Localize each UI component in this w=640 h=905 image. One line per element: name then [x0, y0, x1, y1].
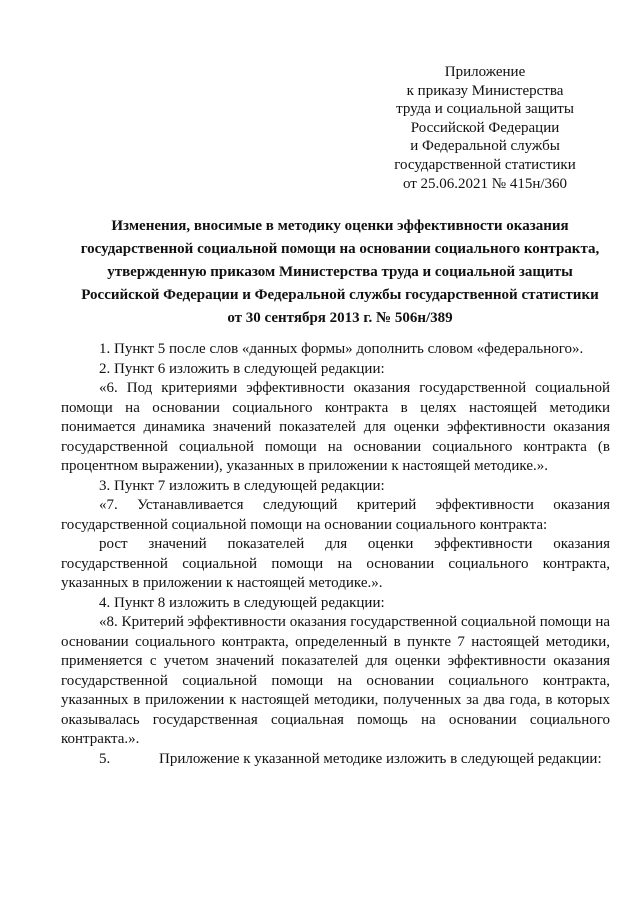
paragraph-item-5 [61, 750, 610, 770]
appendix-line: государственной статистики [394, 156, 576, 173]
paragraph-quote-8: «8. Критерий эффективности оказания государственной социальной помощи на основании социального контракта, определенный в пункте 7 настоящей методики, применяется с учетом значений показателей для оценки эффективности оказания государственной социальной помощи на основании социального контракта, указанных в приложении к настоящей методики, полученных за два года, в которых оказывалась государственная социальная помощь на основании социального контракта.». [61, 614, 610, 747]
document-body [61, 340, 610, 769]
appendix-line: от 25.06.2021 № 415н/360 [402, 175, 568, 192]
title-line: от 30 сентября 2013 г. № 506н/389 [227, 310, 453, 326]
appendix-line: Российской Федерации [410, 119, 560, 136]
title-line: Изменения, вносимые в методику оценки эффективности оказания [111, 218, 569, 234]
document-title [60, 215, 620, 330]
title-line: утвержденную приказом Министерства труда и социальной защиты [107, 264, 573, 280]
appendix-line: и Федеральной службы [410, 138, 560, 155]
item-5-text: Приложение к указанной методике изложить в следующей редакции: [159, 750, 602, 767]
paragraph-item-1: 1. Пункт 5 после слов «данных формы» дополнить словом «федерального». [99, 341, 584, 357]
paragraph-criterion: рост значений показателей для оценки эффективности оказания государственной социальной помощи на основании социального контракта, указанных в приложении к настоящей методике.». [61, 536, 610, 591]
title-line: государственной социальной помощи на основании социального контракта, [80, 241, 600, 257]
paragraph-quote-6: «6. Под критериями эффективности оказания государственной социальной помощи на основании социального контракта в целях настоящей методики понимается динамика значений показателей для оценки эффективности оказания государственной социальной помощи на основании социального контракта (в процентном выражении), указанных в приложении к настоящей методике.». [61, 380, 610, 474]
paragraph-item-4: 4. Пункт 8 изложить в следующей редакции: [99, 594, 385, 611]
paragraph-quote-7: «7. Устанавливается следующий критерий эффективности оказания государственной социальной помощи на основании социального контракта: [61, 497, 610, 533]
title-line: Российской Федерации и Федеральной службы государственной статистики [81, 287, 599, 303]
appendix-line: Приложение [444, 64, 526, 80]
item-5-number: 5. [99, 750, 111, 767]
paragraph-item-2: 2. Пункт 6 изложить в следующей редакции: [99, 360, 385, 377]
appendix-line: труда и социальной защиты [396, 101, 574, 118]
paragraph-item-3: 3. Пункт 7 изложить в следующей редакции: [99, 477, 385, 494]
appendix-header [370, 63, 600, 193]
appendix-line: к приказу Министерства [406, 82, 564, 99]
